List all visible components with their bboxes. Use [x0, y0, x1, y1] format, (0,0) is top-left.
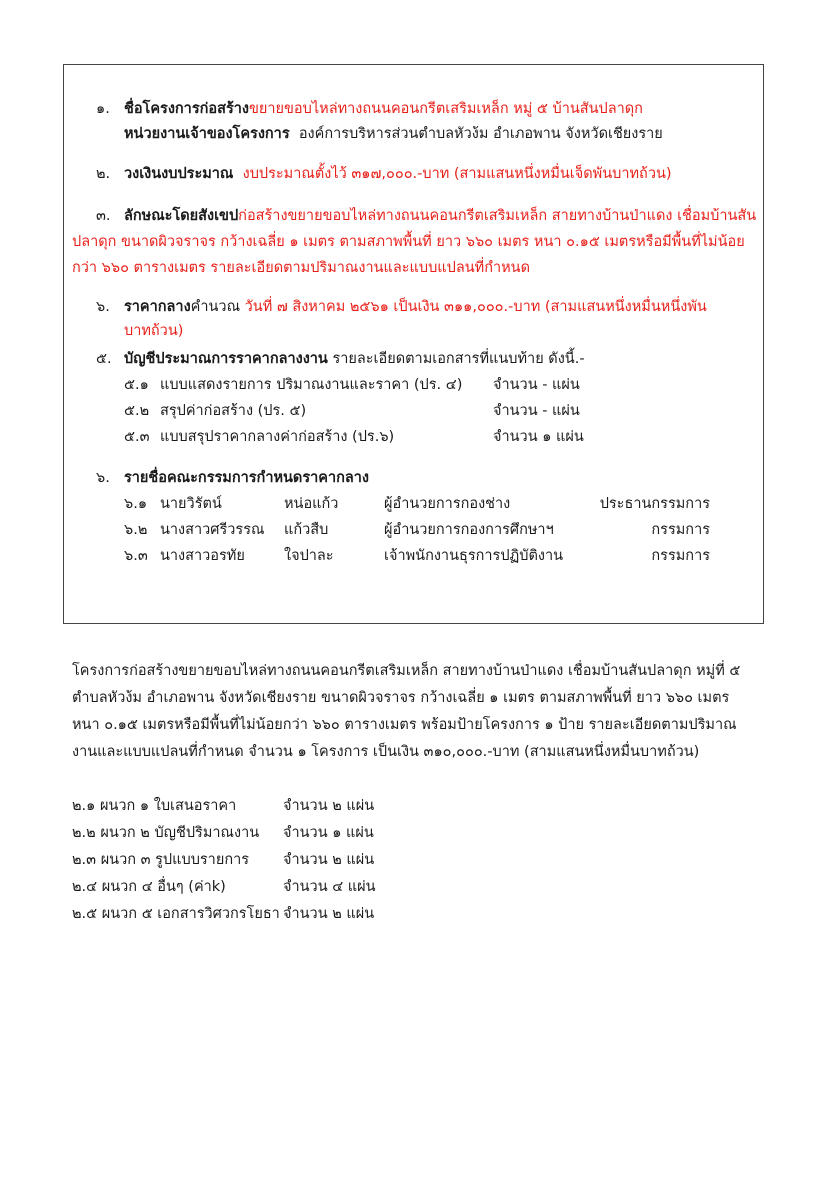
- member-number: ๖.๓: [124, 548, 148, 564]
- item-text: สรุปค่าก่อสร้าง (ปร. ๕): [160, 403, 307, 419]
- section-4-line-1: [96, 296, 707, 318]
- section-4-number: ๖.: [96, 299, 110, 315]
- member-role: ประธานกรรมการ: [599, 496, 710, 512]
- list-item: [124, 426, 394, 448]
- item-number: ๕.๓: [124, 429, 150, 445]
- section-1-label: ชื่อโครงการก่อสร้าง: [124, 101, 249, 117]
- member-row: [124, 519, 264, 541]
- member-last-name: แก้วสืบ: [284, 522, 329, 538]
- attachment-text: ๒.๔ ผนวก ๔ อื่นๆ (ค่าk): [72, 879, 226, 895]
- attachment-count: จำนวน ๒ แผ่น: [283, 798, 375, 814]
- section-2-label: วงเงินงบประมาณ: [124, 166, 234, 182]
- attachment-text: ๒.๓ ผนวก ๓ รูปแบบรายการ: [72, 852, 250, 868]
- section-4-calc: คำนวณ: [190, 299, 241, 315]
- list-item: [124, 374, 462, 396]
- section-3-label: ลักษณะโดยสังเขป: [124, 208, 239, 224]
- member-last-name: หน่อแก้ว: [284, 496, 339, 512]
- section-3-line-1: [96, 205, 756, 227]
- section-4-value-2: บาทถ้วน): [124, 323, 184, 339]
- section-1-title: [96, 98, 643, 120]
- member-number: ๖.๒: [124, 522, 148, 538]
- attachment-count: จำนวน ๑ แผ่น: [283, 825, 374, 841]
- member-row: [124, 493, 222, 515]
- attachment-text: ๒.๕ ผนวก ๕ เอกสารวิศวกรโยธา: [72, 906, 280, 922]
- section-1-owner: [124, 123, 663, 145]
- member-role: กรรมการ: [651, 522, 710, 538]
- section-3-line-3: กว่า ๖๖๐ ตารางเมตร รายละเอียดตามปริมาณงานและแบบแปลนที่กำหนด: [72, 260, 530, 276]
- attachment-count: จำนวน ๔ แผ่น: [283, 879, 376, 895]
- section-6-label: รายชื่อคณะกรรมการกำหนดราคากลาง: [124, 470, 370, 486]
- attachment-count: จำนวน ๒ แผ่น: [283, 852, 375, 868]
- item-count: จำนวน ๑ แผ่น: [493, 429, 584, 445]
- member-number: ๖.๑: [124, 496, 148, 512]
- owner-label: หน่วยงานเจ้าของโครงการ: [124, 126, 290, 142]
- member-first-name: นางสาวศรีวรรณ: [160, 522, 265, 538]
- section-2-value: งบประมาณตั้งไว้ ๓๑๗,๐๐๐.-บาท (สามแสนหนึ่งหมื่นเจ็ดพันบาทถ้วน): [242, 166, 672, 182]
- section-5-desc: รายละเอียดตามเอกสารที่แนบท้าย ดังนี้.-: [332, 351, 585, 367]
- item-count: จำนวน - แผ่น: [493, 403, 580, 419]
- item-count: จำนวน - แผ่น: [493, 377, 580, 393]
- project-paragraph-line-1: โครงการก่อสร้างขยายขอบไหล่ทางถนนคอนกรีตเสริมเหล็ก สายทางบ้านป่าแดง เชื่อมบ้านสันปลาดุก หมู่ที่ ๕: [72, 663, 741, 679]
- section-1-value: ขยายขอบไหล่ทางถนนคอนกรีตเสริมเหล็ก หมู่ ๕ บ้านสันปลาดุก: [248, 101, 643, 117]
- section-3-line-2: ปลาดุก ขนาดผิวจราจร กว้างเฉลี่ย ๑ เมตร ตามสภาพพื้นที่ ยาว ๖๖๐ เมตร หนา ๐.๑๕ เมตรหรือมีพื้นที่ไม่น้อย: [72, 234, 745, 250]
- section-5-number: ๕.: [96, 351, 112, 367]
- section-4-label: ราคากลาง: [124, 299, 191, 315]
- attachment-text: ๒.๑ ผนวก ๑ ใบเสนอราคา: [72, 798, 237, 814]
- member-position: ผู้อำนวยการกองช่าง: [384, 496, 511, 512]
- section-6-number: ๖.: [96, 470, 110, 486]
- attachment-text: ๒.๒ ผนวก ๒ บัญชีปริมาณงาน: [72, 825, 260, 841]
- section-3-text-1: ก่อสร้างขยายขอบไหล่ทางถนนคอนกรีตเสริมเหล็ก สายทางบ้านป่าแดง เชื่อมบ้านสัน: [238, 208, 757, 224]
- member-position: ผู้อำนวยการกองการศึกษาฯ: [384, 522, 554, 538]
- list-item: [124, 400, 306, 422]
- section-5-title: [96, 348, 585, 370]
- member-position: เจ้าพนักงานธุรการปฏิบัติงาน: [384, 548, 564, 564]
- item-number: ๕.๑: [124, 377, 149, 393]
- section-1-number: ๑.: [96, 101, 110, 117]
- project-paragraph-line-3: หนา ๐.๑๕ เมตรหรือมีพื้นที่ไม่น้อยกว่า ๖๖๐ ตารางเมตร พร้อมป้ายโครงการ ๑ ป้าย รายละเอียดตามปริมาณ: [72, 717, 737, 733]
- member-first-name: นายวิรัตน์: [160, 496, 222, 512]
- project-paragraph-line-2: ตำบลหัวง้ม อำเภอพาน จังหวัดเชียงราย ขนาดผิวจราจร กว้างเฉลี่ย ๑ เมตร ตามสภาพพื้นที่ ยาว ๖๖๐ เมตร: [72, 690, 730, 706]
- section-2-number: ๒.: [96, 166, 111, 182]
- section-3-number: ๓.: [96, 208, 111, 224]
- member-last-name: ใจปาละ: [284, 548, 334, 564]
- item-text: แบบแสดงรายการ ปริมาณงานและราคา (ปร. ๔): [160, 377, 463, 393]
- section-2-budget: [96, 163, 672, 185]
- section-6-title: [96, 467, 369, 489]
- attachment-count: จำนวน ๒ แผ่น: [283, 906, 375, 922]
- member-first-name: นางสาวอรทัย: [160, 548, 245, 564]
- section-5-label: บัญชีประมาณการราคากลางงาน: [124, 351, 328, 367]
- member-row: [124, 545, 245, 567]
- section-4-value-1: วันที่ ๗ สิงหาคม ๒๕๖๑ เป็นเงิน ๓๑๑,๐๐๐.-บาท (สามแสนหนึ่งหมื่นหนึ่งพัน: [244, 299, 707, 315]
- owner-value: องค์การบริหารส่วนตำบลหัวง้ม อำเภอพาน จังหวัดเชียงราย: [298, 126, 663, 142]
- item-number: ๕.๒: [124, 403, 150, 419]
- project-paragraph-line-4: งานและแบบแปลนที่กำหนด จำนวน ๑ โครงการ เป็นเงิน ๓๑๐,๐๐๐.-บาท (สามแสนหนึ่งหมื่นบาทถ้วน): [72, 744, 700, 760]
- member-role: กรรมการ: [651, 548, 710, 564]
- item-text: แบบสรุปราคากลางค่าก่อสร้าง (ปร.๖): [160, 429, 395, 445]
